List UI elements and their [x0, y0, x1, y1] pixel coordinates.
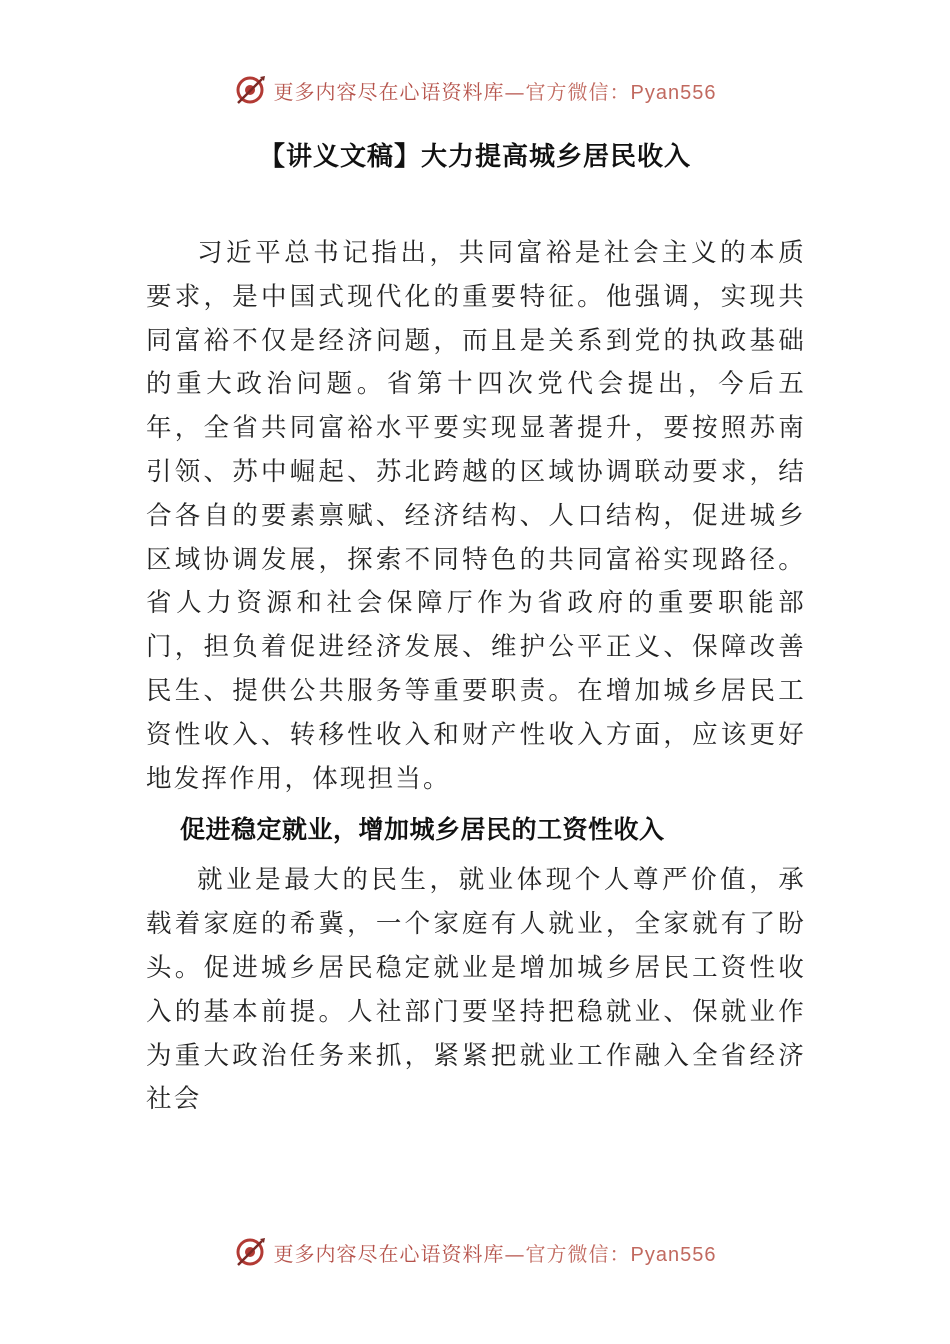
section-heading: 促进稳定就业，增加城乡居民的工资性收入 [180, 815, 665, 845]
brand-logo-icon [234, 1235, 268, 1269]
footer-banner-text [274, 1238, 717, 1267]
footer-wechat-id: Pyan556 [630, 1243, 717, 1266]
header-banner-text [274, 76, 717, 105]
body-paragraph-1: 习近平总书记指出，共同富裕是社会主义的本质要求，是中国式现代化的重要特征。他强调，实现共同富裕不仅是经济问题，而且是关系到党的执政基础的重大政治问题。省第十四次党代会提出，今后五年，全省共同富裕水平要实现显著提升，要按照苏南引领、苏中崛起、苏北跨越的区域协调联动要求，结合各自的要素禀赋、经济结构、人口结构，促进城乡区域协调发展，探索不同特色的共同富裕实现路径。省人力资源和社会保障厅作为省政府的重要职能部门，担负着促进经济发展、维护公平正义、保障改善民生、提供公共服务等重要职责。在增加城乡居民工资性收入、转移性收入和财产性收入方面，应该更好地发挥作用，体现担当。 [146, 238, 806, 794]
brand-logo-icon [234, 73, 268, 107]
document-title: 【讲义文稿】大力提高城乡居民收入 [258, 142, 691, 172]
header-wechat-id: Pyan556 [630, 81, 717, 104]
body-paragraph-2: 就业是最大的民生，就业体现个人尊严价值，承载着家庭的希冀，一个家庭有人就业，全家就有了盼头。促进城乡居民稳定就业是增加城乡居民工资性收入的基本前提。人社部门要坚持把稳就业、保就业作为重大政治任务来抓，紧紧把就业工作融入全省经济社会 [146, 865, 806, 1115]
footer-banner-slogan: 更多内容尽在心语资料库— [273, 1241, 526, 1266]
footer-banner [0, 1232, 950, 1272]
header-wechat-label: 官方微信： [525, 79, 631, 104]
footer-wechat-label: 官方微信： [525, 1241, 631, 1266]
header-banner [0, 70, 950, 110]
document-body [146, 232, 806, 1122]
header-banner-slogan: 更多内容尽在心语资料库— [273, 79, 526, 104]
